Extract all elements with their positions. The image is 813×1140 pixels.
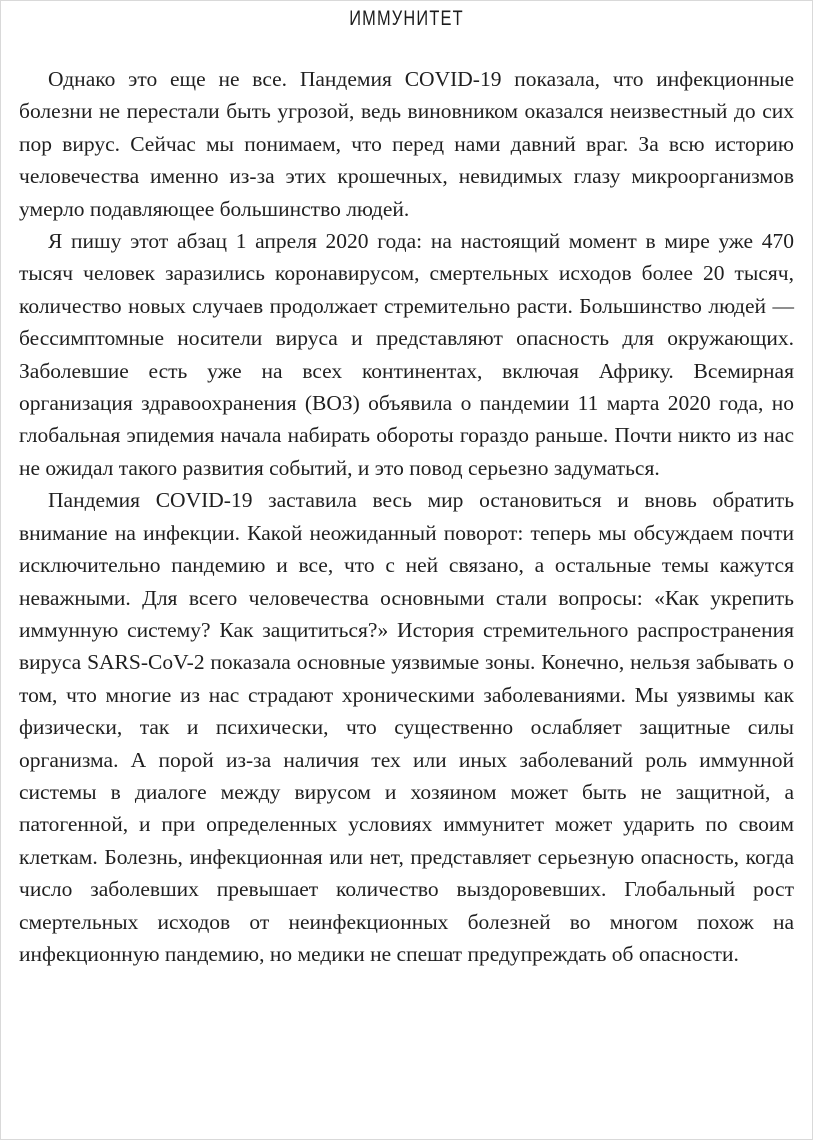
page-body (19, 63, 794, 970)
running-head: ИММУНИТЕТ (349, 7, 464, 30)
paragraph: Я пишу этот абзац 1 апреля 2020 года: на настоящий момент в мире уже 470 тысяч человек заразились коронавирусом, смертельных исходов более 20 тысяч, количество новых случаев продолжает стремительно расти. Большинство людей — бессимптомные носители вируса и представляют опасность для окружающих. Заболевшие есть уже на всех континентах, включая Африку. Всемирная организация здравоохранения (ВОЗ) объявила о пандемии 11 марта 2020 года, но глобальная эпидемия начала набирать обороты гораздо раньше. Почти никто из нас не ожидал такого развития событий, и это повод серьезно задуматься. (19, 229, 794, 480)
paragraph: Пандемия COVID-19 заставила весь мир остановиться и вновь обратить внимание на инфекции. Какой неожиданный поворот: теперь мы обсуждаем почти исключительно пандемию и все, что с ней связано, а остальные темы кажутся неважными. Для всего человечества основными стали вопросы: «Как укрепить иммунную систему? Как защититься?» История стремительного распространения вируса SARS-CoV-2 показала основные уязвимые зоны. Конечно, нельзя забывать о том, что многие из нас страдают хроническими заболеваниями. Мы уязвимы как физически, так и психически, что существенно ослабляет защитные силы организма. А порой из-за наличия тех или иных заболеваний роль иммунной системы в диалоге между вирусом и хозяином может быть не защитной, а патогенной, и при определенных условиях иммунитет может ударить по своим клеткам. Болезнь, инфекционная или нет, представляет серьезную опасность, когда число заболевших превышает количество выздоровевших. Глобальный рост смертельных исходов от неинфекционных болезней во многом похож на инфекционную пандемию, но медики не спешат предупреждать об опасности. (19, 488, 794, 966)
paragraph: Однако это еще не все. Пандемия COVID-19 показала, что инфекционные болезни не перестали быть угрозой, ведь виновником оказался неизвестный до сих пор вирус. Сейчас мы понимаем, что перед нами давний враг. За всю историю человечества именно из-за этих крошечных, невидимых глазу микроорганизмов умерло подавляющее большинство людей. (19, 67, 794, 221)
